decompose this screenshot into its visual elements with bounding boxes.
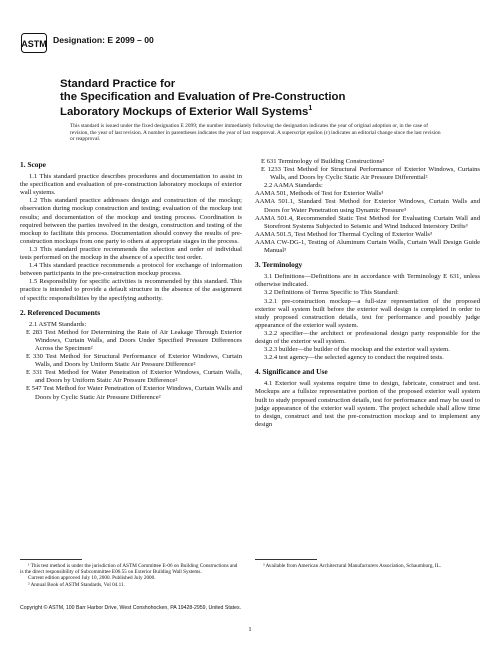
title-line-2: the Specification and Evaluation of Pre-Construction — [60, 90, 346, 103]
footnote: ³ Available from American Architectural Manufacturers Association, Schaumburg, IL. — [263, 563, 442, 569]
footnote: ² Annual Book of ASTM Standards, Vol 04.11. — [28, 581, 125, 588]
paragraph: 1.1 This standard practice describes procedures and documentation to assist in the specification and evaluation of pre-construction laboratory mockups of exterior wall systems. — [20, 173, 242, 197]
footnotes-left — [20, 563, 242, 588]
footnote-rule — [255, 559, 317, 560]
footnotes-right — [255, 563, 480, 569]
title-line-3: Laboratory Mockups of Exterior Wall Systems$^1$ — [60, 105, 313, 118]
reference-item: E 547 Test Method for Water Penetration of Exterior Windows, Curtain Walls and Doors by Cyclic Static Air Pressure Difference² — [26, 385, 242, 401]
paragraph: 1.3 This standard practice recommends the selection and order of individual tests performed on the mockup in the absence of a specific test order. — [20, 245, 242, 262]
footnote: ¹ This test method is under the jurisdiction of ASTM Committee E-06 on Building Constructions and is the direct responsibility of Subcommittee E06.55 on Exterior Building Wall Systems. — [20, 563, 238, 576]
paragraph: 3.2 Definitions of Terms Specific to This Standard: — [264, 289, 399, 297]
reference-item: E 283 Test Method for Determining the Rate of Air Leakage Through Exterior Windows, Curtain Walls, and Doors Under Specified Pressure Differences Across the Specimen² — [26, 328, 242, 352]
paragraph: 4.1 Exterior wall systems require time to design, fabricate, construct and test. Mockups are a fullsize representative portion of the proposed exterior wall system built to study proposed construction details, test for performance and may be used to judge appearance of the exterior wall system. The project schedule shall allow time to design, construct and test the pre-construction mockup and to implement any design — [255, 380, 480, 428]
section-heading: 1. Scope — [20, 160, 46, 169]
paragraph: 1.2 This standard practice addresses design and construction of the mockup; observation during mockup construction and testing; evaluation of the mockup test results; and documentation of the mockup and testing process. Coordination is required between the parties involved in the design, construction and testing of the mockup to facilitate this process. Documentation should convey the results of pre-construction mockups from one party to others at appropriate stages in the process. — [20, 197, 242, 245]
paragraph: 3.2.3 builder—the builder of the mockup and the exterior wall system. — [264, 346, 450, 354]
paragraph: 3.1 Definitions—Definitions are in accordance with Terminology E 631, unless otherwise indicated. — [255, 273, 480, 289]
paragraph: 3.2.1 pre-construction mockup—a full-size representation of the proposed exterior wall system built before the exterior wall design is completed in order to study proposed construction details, test for performance and possibly judge appearance of the exterior wall system. — [255, 297, 480, 329]
left-column — [20, 158, 242, 402]
paragraph: 3.2.2 specifier—the architect or professional design party responsible for the design of the exterior wall system. — [255, 329, 480, 345]
subheading: 2.1 ASTM Standards: — [29, 320, 87, 328]
right-column — [255, 158, 480, 429]
svg-text:ASTM: ASTM — [21, 39, 47, 49]
reference-item: AAMA 501, Methods of Test for Exterior Walls³ — [255, 190, 384, 198]
reference-item: AAMA 501.4, Recommended Static Test Method for Evaluating Curtain Wall and Storefront Systems Subjected to Seismic and Wind Induced Interstory Drifts³ — [255, 214, 480, 230]
issue-note: This standard is issued under the fixed designation E 2099; the number immediately following the designation indicates the year of original adoption or, in the case of revision, the year of last revision. A number in parentheses indicates the year of last reapproval. A superscript epsilon (ε) indicates an editorial change since the last revision or reapproval. — [70, 123, 441, 143]
paragraph: 3.2.4 test agency—the selected agency to conduct the required tests. — [264, 354, 444, 362]
document-title — [60, 78, 460, 118]
section-heading: 3. Terminology — [255, 260, 303, 270]
paragraph: 1.4 This standard practice recommends a protocol for exchange of information between participants in the pre-construction mockup process. — [20, 262, 242, 278]
designation: Designation: E 2099 – 00 — [53, 35, 154, 45]
astm-logo-icon — [21, 33, 47, 53]
paragraph: 1.5 Responsibility for specific activities is recommended by this standard. This practice is intended to provide a default structure in the absence of the assignment of specific responsibilities by the specifying authority. — [20, 278, 242, 302]
copyright-line: Copyright © ASTM, 100 Barr Harbor Drive, West Conshohocken, PA 19428-2959, United States. — [20, 605, 242, 611]
footnote: Current edition approved July 10, 2000. Published July 2000. — [28, 575, 156, 582]
section-heading: 4. Significance and Use — [255, 367, 328, 377]
reference-item: E 1233 Test Method for Structural Performance of Exterior Windows, Curtains Walls, and Doors by Cyclic Static Air Pressure Differential² — [261, 166, 480, 182]
subheading: 2.2 AAMA Standards: — [264, 182, 323, 190]
page-number: 1 — [248, 626, 252, 633]
reference-item: AAMA 501.5, Test Method for Thermal Cycling of Exterior Walls³ — [255, 230, 432, 238]
reference-item: E 330 Test Method for Structural Performance of Exterior Windows, Curtain Walls, and Doors by Uniform Static Air Pressure Difference² — [26, 353, 242, 369]
reference-item: E 631 Terminology of Building Constructions² — [261, 158, 385, 165]
section-heading: 2. Referenced Documents — [20, 307, 101, 317]
reference-item: AAMA CW-DG-1, Testing of Aluminum Curtain Walls, Curtain Wall Design Guide Manual³ — [255, 238, 480, 255]
reference-item: E 331 Test Method for Water Penetration of Exterior Windows, Curtain Walls, and Doors by Uniform Static Air Pressure Difference² — [26, 369, 242, 385]
title-line-1: Standard Practice for — [60, 78, 176, 90]
footnote-rule — [20, 559, 82, 560]
reference-item: AAMA 501.1, Standard Test Method for Exterior Windows, Curtain Walls and Doors for Water Penetration using Dynamic Pressure³ — [255, 198, 480, 214]
